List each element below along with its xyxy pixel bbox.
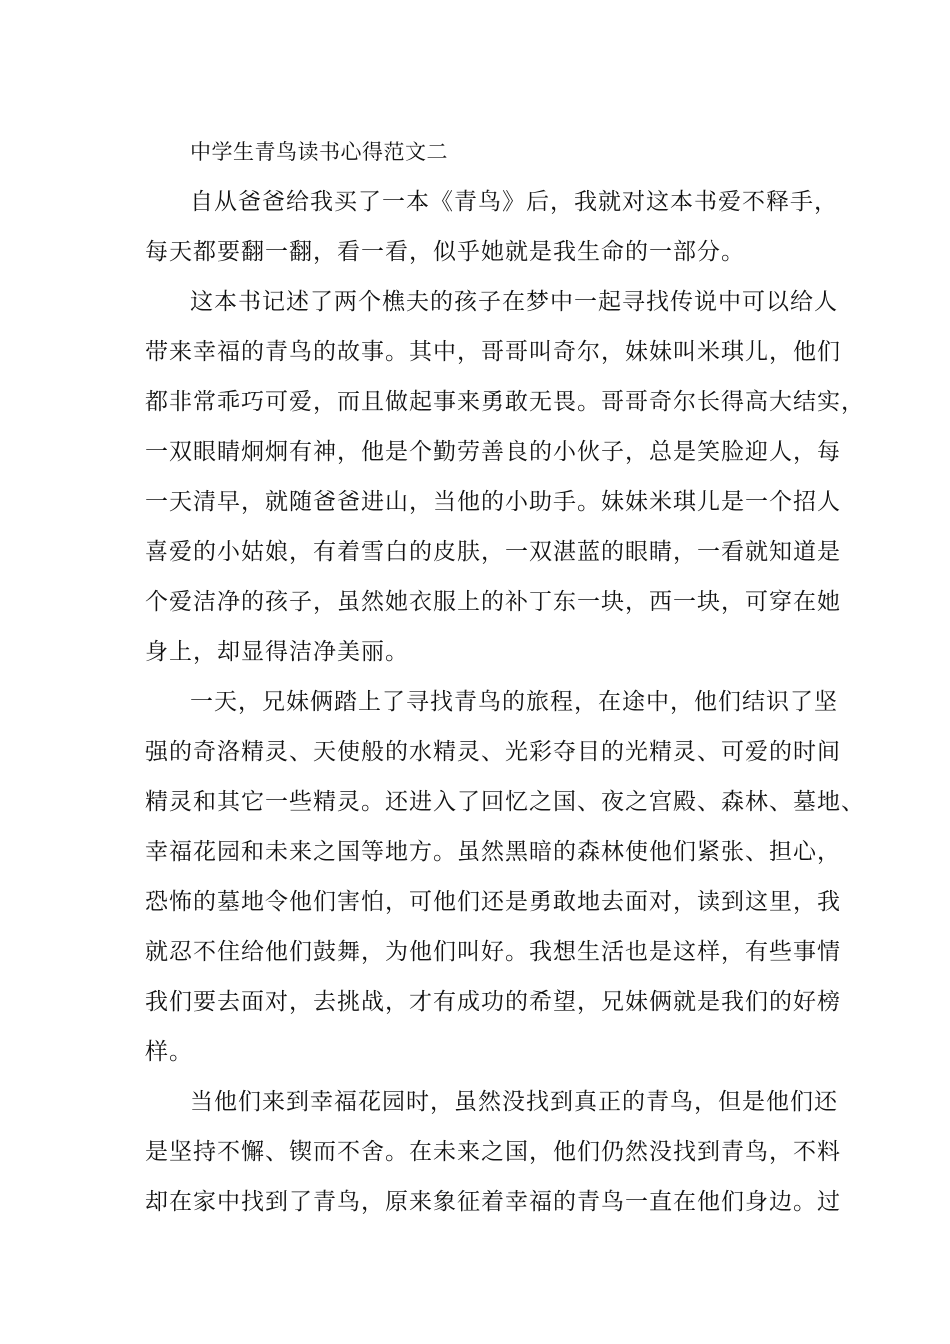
text-line: 我们要去面对，去挑战，才有成功的希望，兄妹俩就是我们的好榜 — [145, 989, 841, 1015]
text-line: 带来幸福的青鸟的故事。其中，哥哥叫奇尔，妹妹叫米琪儿，他们 — [145, 339, 841, 365]
text-line: 精灵和其它一些精灵。还进入了回忆之国、夜之宫殿、森林、墓地、 — [145, 789, 865, 815]
text-line: 都非常乖巧可爱，而且做起事来勇敢无畏。哥哥奇尔长得高大结实， — [145, 389, 865, 415]
text-line: 幸福花园和未来之国等地方。虽然黑暗的森林使他们紧张、担心， — [145, 839, 841, 865]
text-line: 恐怖的墓地令他们害怕，可他们还是勇敢地去面对，读到这里，我 — [145, 889, 841, 915]
text-line: 就忍不住给他们鼓舞，为他们叫好。我想生活也是这样，有些事情 — [145, 939, 841, 965]
text-line: 当他们来到幸福花园时，虽然没找到真正的青鸟，但是他们还 — [190, 1089, 838, 1115]
text-line: 自从爸爸给我买了一本《青鸟》后，我就对这本书爱不释手， — [190, 189, 838, 215]
text-line: 这本书记述了两个樵夫的孩子在梦中一起寻找传说中可以给人 — [190, 289, 838, 315]
document-title: 中学生青鸟读书心得范文二 — [190, 140, 448, 164]
text-line: 样。 — [145, 1039, 193, 1065]
text-line: 是坚持不懈、锲而不舍。在未来之国，他们仍然没找到青鸟，不料 — [145, 1139, 841, 1165]
text-line: 一天，兄妹俩踏上了寻找青鸟的旅程，在途中，他们结识了坚 — [190, 689, 838, 715]
text-line: 一双眼睛炯炯有神，他是个勤劳善良的小伙子，总是笑脸迎人，每 — [145, 439, 841, 465]
text-line: 个爱洁净的孩子，虽然她衣服上的补丁东一块，西一块，可穿在她 — [145, 589, 841, 615]
text-line: 每天都要翻一翻，看一看，似乎她就是我生命的一部分。 — [145, 239, 745, 265]
text-line: 身上，却显得洁净美丽。 — [145, 639, 409, 665]
text-line: 喜爱的小姑娘，有着雪白的皮肤，一双湛蓝的眼睛，一看就知道是 — [145, 539, 841, 565]
text-line: 却在家中找到了青鸟，原来象征着幸福的青鸟一直在他们身边。过 — [145, 1189, 841, 1215]
text-line: 强的奇洛精灵、天使般的水精灵、光彩夺目的光精灵、可爱的时间 — [145, 739, 841, 765]
text-line: 一天清早，就随爸爸进山，当他的小助手。妹妹米琪儿是一个招人 — [145, 489, 841, 515]
